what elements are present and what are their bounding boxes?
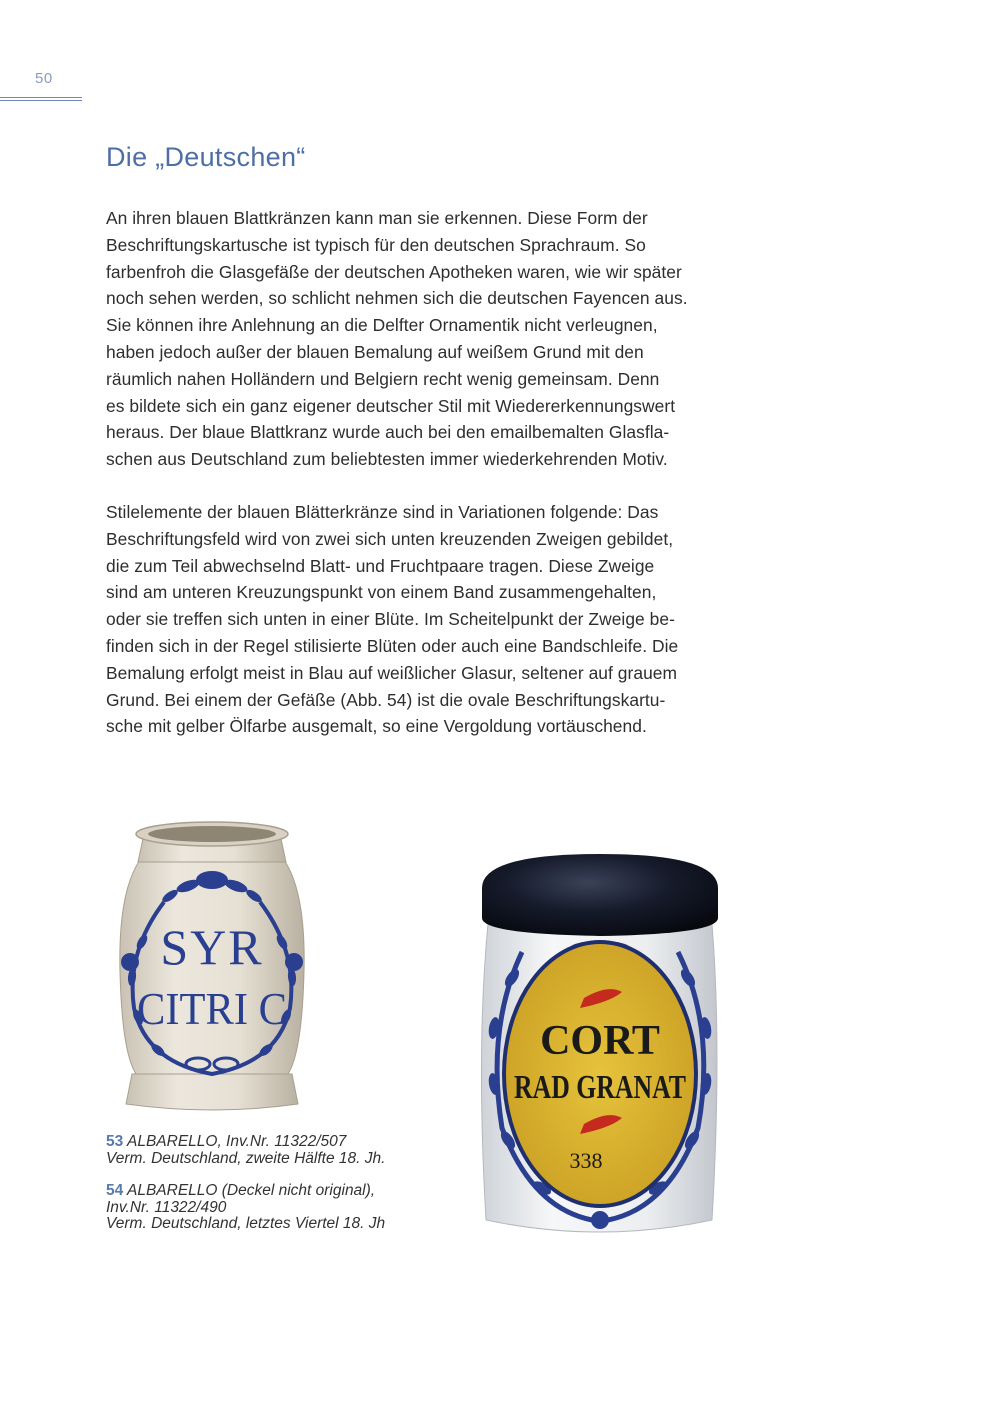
caption-line: Verm. Deutschland, zweite Hälfte 18. Jh. bbox=[106, 1149, 386, 1167]
paragraph-1 bbox=[106, 205, 774, 473]
caption-figure-number: 54 bbox=[106, 1182, 124, 1199]
section-heading: Die „Deutschen“ bbox=[106, 142, 306, 172]
caption-line: Inv.Nr. 11322/490 bbox=[106, 1198, 227, 1216]
paragraph-line: schen aus Deutschland zum beliebtesten immer wiederkehrenden Motiv. bbox=[106, 449, 668, 470]
caption-line: ALBARELLO, Inv.Nr. 11322/507 bbox=[126, 1133, 347, 1150]
figure-captions bbox=[106, 1134, 446, 1249]
figure-53-albarello-photo bbox=[112, 812, 312, 1118]
jar-54-inscription-line-1: CORT bbox=[540, 1018, 660, 1064]
paragraph-line: oder sie treffen sich unten in einer Blüte. Im Scheitelpunkt der Zweige be- bbox=[106, 609, 675, 630]
caption-figure-number: 53 bbox=[106, 1133, 124, 1150]
paragraph-line: An ihren blauen Blattkränzen kann man sie erkennen. Diese Form der bbox=[106, 208, 648, 228]
jar-54-inscription-line-2: RAD GRANAT bbox=[514, 1069, 687, 1106]
paragraph-line: finden sich in der Regel stilisierte Blüten oder auch eine Bandschleife. Die bbox=[106, 635, 679, 656]
caption-53 bbox=[106, 1134, 446, 1167]
jar-54-inscription-line-3: 338 bbox=[569, 1148, 603, 1173]
albarello-54-illustration bbox=[472, 848, 728, 1248]
paragraph-line: Beschriftungsfeld wird von zwei sich unten kreuzenden Zweigen gebildet, bbox=[106, 528, 674, 549]
paragraph-line: räumlich nahen Holländern und Belgiern recht wenig gemeinsam. Denn bbox=[106, 368, 660, 389]
paragraph-line: Grund. Bei einem der Gefäße (Abb. 54) ist die ovale Beschriftungskartu- bbox=[106, 689, 666, 710]
paragraph-line: haben jedoch außer der blauen Bemalung auf weißem Grund mit den bbox=[106, 341, 644, 362]
paragraph-line: sche mit gelber Ölfarbe ausgemalt, so eine Vergoldung vortäuschend. bbox=[106, 716, 647, 737]
page-number-rule bbox=[0, 97, 82, 101]
caption-line: ALBARELLO (Deckel nicht original), bbox=[126, 1182, 376, 1199]
paragraph-line: die zum Teil abwechselnd Blatt- und Fruchtpaare tragen. Diese Zweige bbox=[106, 555, 655, 576]
paragraph-line: es bildete sich ein ganz eigener deutscher Stil mit Wiedererkennungswert bbox=[106, 395, 676, 416]
caption-54 bbox=[106, 1183, 446, 1233]
page-number: 50 bbox=[35, 70, 53, 87]
caption-line: Verm. Deutschland, letztes Viertel 18. Jh bbox=[106, 1215, 386, 1232]
jar-53-inscription-line-2: CITRI C bbox=[137, 983, 287, 1034]
albarello-53-illustration bbox=[112, 812, 312, 1118]
paragraph-line: Bemalung erfolgt meist in Blau auf weißlicher Glasur, seltener auf grauem bbox=[106, 662, 678, 683]
paragraph-line: Beschriftungskartusche ist typisch für den deutschen Sprachraum. So bbox=[106, 234, 646, 255]
jar-53-inscription-line-1: SYR bbox=[160, 919, 264, 975]
paragraph-line: farbenfroh die Glasgefäße der deutschen Apotheken waren, wie wir später bbox=[106, 261, 682, 282]
paragraph-line: Sie können ihre Anlehnung an die Delfter Ornamentik nicht verleugnen, bbox=[106, 315, 658, 336]
figure-54-albarello-photo bbox=[472, 848, 728, 1248]
paragraph-line: Stilelemente der blauen Blätterkränze sind in Variationen folgende: Das bbox=[106, 502, 659, 522]
paragraph-2 bbox=[106, 499, 774, 740]
paragraph-line: heraus. Der blaue Blattkranz wurde auch bei den emailbemalten Glasfla- bbox=[106, 422, 670, 443]
paragraph-line: sind am unteren Kreuzungspunkt von einem Band zusammengehalten, bbox=[106, 582, 657, 603]
paragraph-line: noch sehen werden, so schlicht nehmen sich die deutschen Fayencen aus. bbox=[106, 288, 688, 309]
